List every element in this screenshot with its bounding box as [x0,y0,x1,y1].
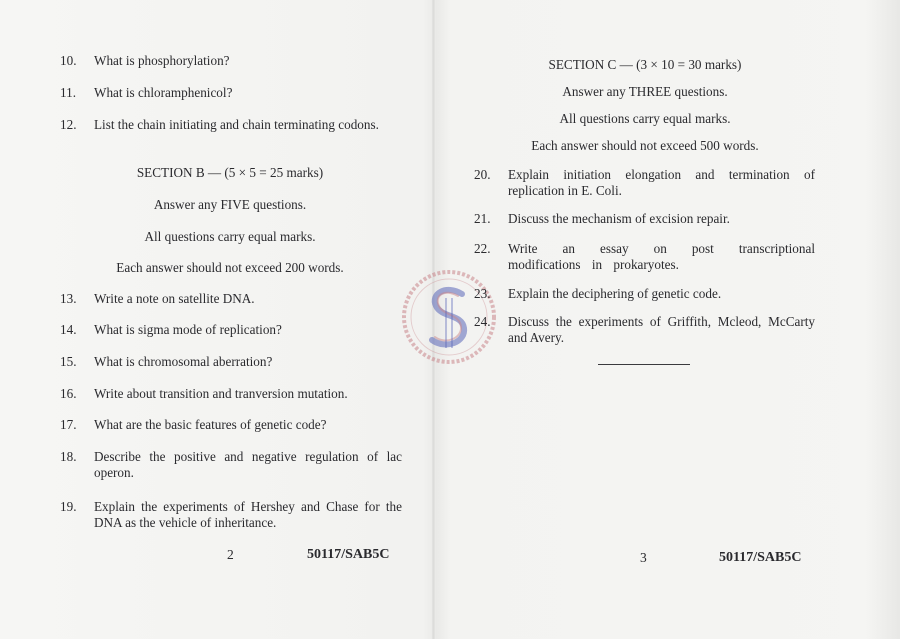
question-text: What is chloramphenicol? [94,85,233,100]
question-number: 19. [60,499,77,514]
section-c-instruction: Each answer should not exceed 500 words. [531,138,759,153]
section-b-instruction: Each answer should not exceed 200 words. [116,260,344,275]
question-text: Write a note on satellite DNA. [94,291,255,306]
section-b-instruction: All questions carry equal marks. [144,229,316,244]
question-number: 10. [60,53,77,68]
question-text: Explain the deciphering of genetic code. [508,286,722,301]
question-number: 22. [474,241,491,256]
question-text: Explain initiation elongation and termination of replication in E. Coli. [508,167,815,198]
question-text: What is sigma mode of replication? [94,322,282,337]
question-number: 16. [60,386,77,401]
question-text: What is chromosomal aberration? [94,354,273,369]
question-number: 18. [60,449,77,464]
section-b-heading: SECTION B — (5 × 5 = 25 marks) [136,165,324,180]
question-number: 12. [60,117,77,132]
question-text: What are the basic features of genetic code? [94,417,327,432]
question-number: 23. [474,286,491,301]
paper-code: 50117/SAB5C [307,547,390,562]
section-c-heading: SECTION C — (3 × 10 = 30 marks) [548,57,742,72]
section-c-instruction: All questions carry equal marks. [559,111,731,126]
question-number: 14. [60,322,77,337]
question-number: 20. [474,167,491,182]
question-text: Discuss the experiments of Griffith, Mcleod, McCarty and Avery. [508,314,815,345]
question-text: Discuss the mechanism of excision repair. [508,211,730,226]
question-number: 17. [60,417,77,432]
question-text: What is phosphorylation? [94,53,230,68]
page-number: 3 [640,550,647,565]
question-text: Explain the experiments of Hershey and Chase for the DNA as the vehicle of inheritance. [94,499,402,530]
question-number: 24. [474,314,491,329]
question-number: 21. [474,211,491,226]
page-number: 2 [227,547,234,562]
section-c-instruction: Answer any THREE questions. [562,84,728,99]
question-text: List the chain initiating and chain terminating codons. [94,117,379,132]
question-text: Write about transition and tranversion mutation. [94,386,348,401]
section-b-instruction: Answer any FIVE questions. [153,197,307,212]
question-text: Describe the positive and negative regulation of lac operon. [94,449,402,480]
paper-code: 50117/SAB5C [719,550,802,565]
question-number: 13. [60,291,77,306]
question-number: 15. [60,354,77,369]
end-rule [598,364,690,365]
question-number: 11. [60,85,76,100]
page-edge-shadow [866,0,900,639]
question-text: Write an essay on post transcriptional modifications in prokaryotes. [508,241,815,272]
